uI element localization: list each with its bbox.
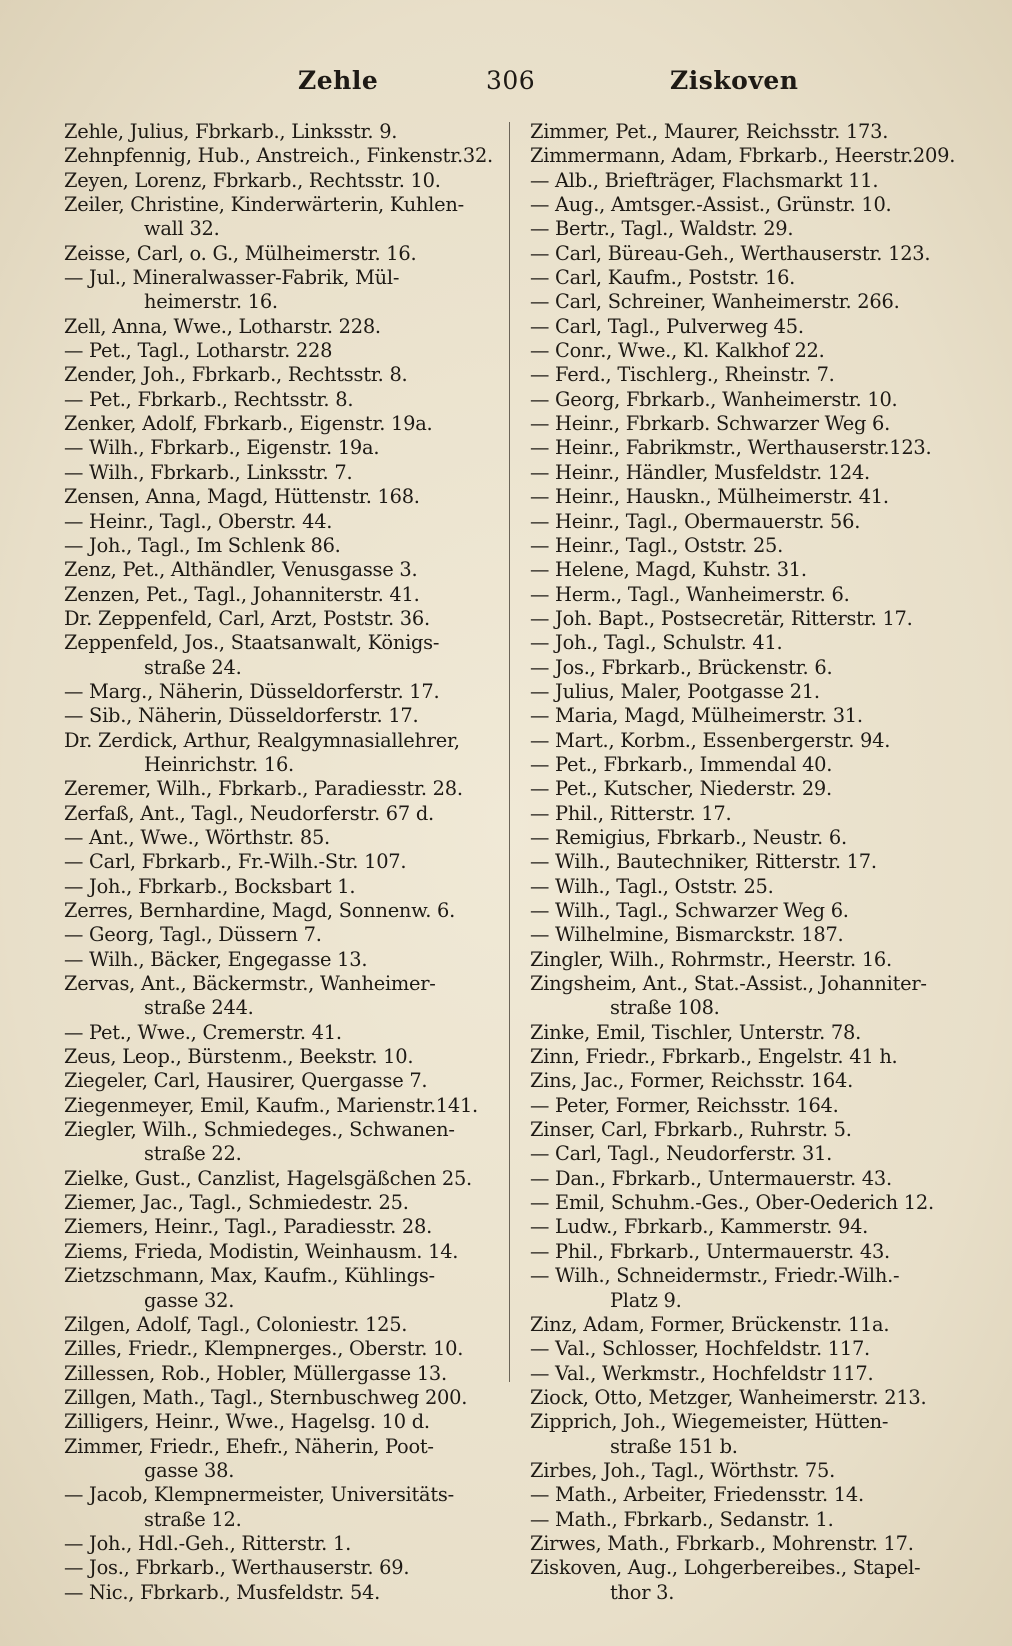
directory-entry: — Joh., Hdl.-Geh., Ritterstr. 1. [64,1531,352,1555]
directory-entry: Dr. Zeppenfeld, Carl, Arzt, Poststr. 36. [64,606,430,630]
directory-entry: — Peter, Former, Reichsstr. 164. [530,1093,839,1117]
directory-entry: Zirbes, Joh., Tagl., Wörthstr. 75. [530,1458,836,1482]
directory-entry-continuation: straße 244. [144,996,254,1020]
directory-entry-continuation: Heinrichstr. 16. [144,752,294,776]
right-column [530,120,968,1605]
directory-entry: Zehnpfennig, Hub., Anstreich., Finkenstr.32. [64,144,493,168]
directory-entry: — Georg, Fbrkarb., Wanheimerstr. 10. [530,387,898,411]
directory-entry: Zender, Joh., Fbrkarb., Rechtsstr. 8. [64,363,408,387]
directory-entry: — Bertr., Tagl., Waldstr. 29. [530,217,794,241]
left-column [64,120,502,1605]
directory-entry: Zinz, Adam, Former, Brückenstr. 11a. [530,1312,890,1336]
directory-entry-continuation: straße 24. [144,655,242,679]
directory-entry: Zeremer, Wilh., Fbrkarb., Paradiesstr. 28. [64,777,463,801]
directory-entry: — Maria, Magd, Mülheimerstr. 31. [530,704,863,728]
directory-entry: Ziemer, Jac., Tagl., Schmiedestr. 25. [64,1191,409,1215]
directory-entry: Dr. Zerdick, Arthur, Realgymnasiallehrer, [64,728,460,752]
directory-entry-continuation: straße 108. [610,996,720,1020]
directory-entry: Zilles, Friedr., Klempnerges., Oberstr. 10. [64,1337,464,1361]
directory-entry: — Georg, Tagl., Düssern 7. [64,923,322,947]
directory-entry: — Phil., Ritterstr. 17. [530,801,732,825]
directory-entry: — Wilh., Fbrkarb., Eigenstr. 19a. [64,436,380,460]
directory-entry: — Jos., Fbrkarb., Werthauserstr. 69. [64,1556,410,1580]
directory-entry-continuation: gasse 38. [144,1458,235,1482]
directory-entry: Zenzen, Pet., Tagl., Johanniterstr. 41. [64,582,420,606]
directory-entry: — Math., Arbeiter, Friedensstr. 14. [530,1483,864,1507]
directory-entry: — Jos., Fbrkarb., Brückenstr. 6. [530,655,833,679]
directory-entry: — Mart., Korbm., Essenbergerstr. 94. [530,728,891,752]
directory-entry: — Joh. Bapt., Postsecretär, Ritterstr. 17. [530,606,913,630]
directory-entry: — Heinr., Tagl., Oberstr. 44. [64,509,333,533]
directory-entry: Zirwes, Math., Fbrkarb., Mohrenstr. 17. [530,1531,914,1555]
directory-entry: Zeiler, Christine, Kinderwärterin, Kuhlen- [64,193,464,217]
directory-entry: Zielke, Gust., Canzlist, Hagelsgäßchen 25. [64,1166,472,1190]
directory-entry: Zerres, Bernhardine, Magd, Sonnenw. 6. [64,899,456,922]
directory-entry: — Val., Werkmstr., Hochfeldstr 117. [530,1361,874,1385]
directory-entry: — Wilh., Bautechniker, Ritterstr. 17. [530,850,877,874]
directory-entry: — Heinr., Tagl., Oststr. 25. [530,533,784,557]
directory-entry: Ziock, Otto, Metzger, Wanheimerstr. 213. [530,1385,927,1409]
directory-entry: — Carl, Büreau-Geh., Werthauserstr. 123. [530,241,931,265]
directory-entry: — Wilh., Fbrkarb., Linksstr. 7. [64,460,353,484]
directory-entry-continuation: wall 32. [144,217,220,241]
directory-entry: Zervas, Ant., Bäckermstr., Wanheimer- [64,972,436,996]
directory-entry: — Heinr., Händler, Musfeldstr. 124. [530,460,870,484]
directory-entry-continuation: Platz 9. [610,1288,682,1312]
directory-entry: — Ludw., Fbrkarb., Kammerstr. 94. [530,1215,869,1239]
directory-entry: — Carl, Tagl., Neudorferstr. 31. [530,1142,833,1166]
directory-entry: — Jacob, Klempnermeister, Universitäts- [64,1483,454,1507]
directory-entry: — Heinr., Hauskn., Mülheimerstr. 41. [530,485,889,509]
directory-entry: — Pet., Wwe., Cremerstr. 41. [64,1020,342,1044]
directory-entry: — Carl, Tagl., Pulverweg 45. [530,314,804,338]
directory-entry: — Emil, Schuhm.-Ges., Ober-Oederich 12. [530,1191,934,1215]
directory-entry: — Jul., Mineralwasser-Fabrik, Mül- [64,266,400,290]
directory-entry: Zilligers, Heinr., Wwe., Hagelsg. 10 d. [64,1410,430,1434]
directory-entry: Zingsheim, Ant., Stat.-Assist., Johanniter- [530,972,927,996]
directory-entry: Zingler, Wilh., Rohrmstr., Heerstr. 16. [530,947,892,971]
directory-entry: Zimmer, Pet., Maurer, Reichsstr. 173. [530,120,889,143]
directory-entry-continuation: gasse 32. [144,1288,235,1312]
directory-entry: — Phil., Fbrkarb., Untermauerstr. 43. [530,1239,890,1263]
directory-entry: Zinser, Carl, Fbrkarb., Ruhrstr. 5. [530,1118,852,1142]
directory-entry: — Pet., Fbrkarb., Rechtsstr. 8. [64,387,354,411]
directory-entry: — Conr., Wwe., Kl. Kalkhof 22. [530,339,825,363]
directory-entry: Zimmermann, Adam, Fbrkarb., Heerstr.209. [530,144,956,168]
directory-entry: — Nic., Fbrkarb., Musfeldstr. 54. [64,1580,381,1604]
directory-entry: Zillgen, Math., Tagl., Sternbuschweg 200. [64,1385,468,1409]
directory-entry: Zinn, Friedr., Fbrkarb., Engelstr. 41 h. [530,1045,898,1069]
directory-entry: Zimmer, Friedr., Ehefr., Näherin, Poot- [64,1434,434,1458]
directory-entry: Zeisse, Carl, o. G., Mülheimerstr. 16. [64,241,417,265]
directory-entry-continuation: heimerstr. 16. [144,290,278,314]
directory-entry: Zenz, Pet., Althändler, Venusgasse 3. [64,558,418,582]
directory-entry-continuation: thor 3. [610,1580,675,1604]
directory-entry: — Wilhelmine, Bismarckstr. 187. [530,923,844,947]
directory-entry: — Herm., Tagl., Wanheimerstr. 6. [530,582,850,606]
directory-entry: Zillessen, Rob., Hobler, Müllergasse 13. [64,1361,447,1385]
directory-entry: Zietzschmann, Max, Kaufm., Kühlings- [64,1264,435,1288]
header-first-entry: Zehle [298,66,379,95]
directory-entry: Zensen, Anna, Magd, Hüttenstr. 168. [64,485,420,509]
directory-entry: Ziegler, Wilh., Schmiedeges., Schwanen- [64,1118,455,1142]
directory-entry: — Pet., Tagl., Lotharstr. 228 [64,339,333,363]
directory-entry: — Marg., Näherin, Düsseldorferstr. 17. [64,679,440,703]
directory-entry-continuation: straße 12. [144,1507,242,1531]
directory-entry: Zins, Jac., Former, Reichsstr. 164. [530,1069,853,1093]
directory-entry: Zehle, Julius, Fbrkarb., Linksstr. 9. [64,120,398,143]
directory-entry: — Wilh., Tagl., Oststr. 25. [530,874,774,898]
directory-entry: Zeyen, Lorenz, Fbrkarb., Rechtsstr. 10. [64,168,441,192]
directory-entry: Zeppenfeld, Jos., Staatsanwalt, Königs- [64,631,440,655]
directory-entry: — Ant., Wwe., Wörthstr. 85. [64,825,330,849]
directory-entry: — Heinr., Fabrikmstr., Werthauserstr.123. [530,436,932,460]
directory-entry-continuation: straße 151 b. [610,1434,738,1458]
directory-entry: — Pet., Kutscher, Niederstr. 29. [530,777,832,801]
directory-entry: — Math., Fbrkarb., Sedanstr. 1. [530,1507,834,1531]
directory-entry: Zeus, Leop., Bürstenm., Beekstr. 10. [64,1045,414,1069]
directory-entry: Ziemers, Heinr., Tagl., Paradiesstr. 28. [64,1215,433,1239]
directory-entry: — Val., Schlosser, Hochfeldstr. 117. [530,1337,870,1361]
directory-entry: — Joh., Fbrkarb., Bocksbart 1. [64,874,356,898]
header-last-entry: Ziskoven [670,66,799,95]
page-header [70,66,942,102]
directory-entry: — Aug., Amtsger.-Assist., Grünstr. 10. [530,193,892,217]
directory-entry: Ziegenmeyer, Emil, Kaufm., Marienstr.141. [64,1093,478,1117]
directory-entry: Zenker, Adolf, Fbrkarb., Eigenstr. 19a. [64,412,433,436]
directory-entry: — Wilh., Tagl., Schwarzer Weg 6. [530,899,849,922]
directory-entry: Zinke, Emil, Tischler, Unterstr. 78. [530,1020,861,1044]
directory-entry: — Joh., Tagl., Im Schlenk 86. [64,533,341,557]
directory-entry: — Wilh., Bäcker, Engegasse 13. [64,947,368,971]
directory-entry: Ziems, Frieda, Modistin, Weinhausm. 14. [64,1239,459,1263]
directory-entry: Ziegeler, Carl, Hausirer, Quergasse 7. [64,1069,428,1093]
directory-entry: — Remigius, Fbrkarb., Neustr. 6. [530,825,847,849]
directory-entry: — Heinr., Fbrkarb. Schwarzer Weg 6. [530,412,891,436]
directory-entry: — Carl, Kaufm., Poststr. 16. [530,266,796,290]
directory-entry: — Pet., Fbrkarb., Immendal 40. [530,752,833,776]
directory-entry: — Carl, Fbrkarb., Fr.-Wilh.-Str. 107. [64,850,407,874]
directory-entry: — Julius, Maler, Pootgasse 21. [530,679,820,703]
directory-entry-continuation: straße 22. [144,1142,242,1166]
directory-entry: — Carl, Schreiner, Wanheimerstr. 266. [530,290,900,314]
directory-entry: — Dan., Fbrkarb., Untermauerstr. 43. [530,1166,892,1190]
directory-entry: Zilgen, Adolf, Tagl., Coloniestr. 125. [64,1312,408,1336]
directory-entry: — Heinr., Tagl., Obermauerstr. 56. [530,509,861,533]
directory-entry: — Joh., Tagl., Schulstr. 41. [530,631,783,655]
directory-entry: — Ferd., Tischlerg., Rheinstr. 7. [530,363,835,387]
directory-entry: — Sib., Näherin, Düsseldorferstr. 17. [64,704,419,728]
directory-entry: Zipprich, Joh., Wiegemeister, Hütten- [530,1410,889,1434]
column-divider [509,122,510,1382]
directory-entry: — Wilh., Schneidermstr., Friedr.-Wilh.- [530,1264,900,1288]
page-number: 306 [486,66,536,95]
directory-entry: Zell, Anna, Wwe., Lotharstr. 228. [64,314,381,338]
directory-entry: Zerfaß, Ant., Tagl., Neudorferstr. 67 d. [64,801,434,825]
directory-entry: — Helene, Magd, Kuhstr. 31. [530,558,807,582]
directory-entry: Ziskoven, Aug., Lohgerbereibes., Stapel- [530,1556,921,1580]
directory-entry: — Alb., Briefträger, Flachsmarkt 11. [530,168,879,192]
